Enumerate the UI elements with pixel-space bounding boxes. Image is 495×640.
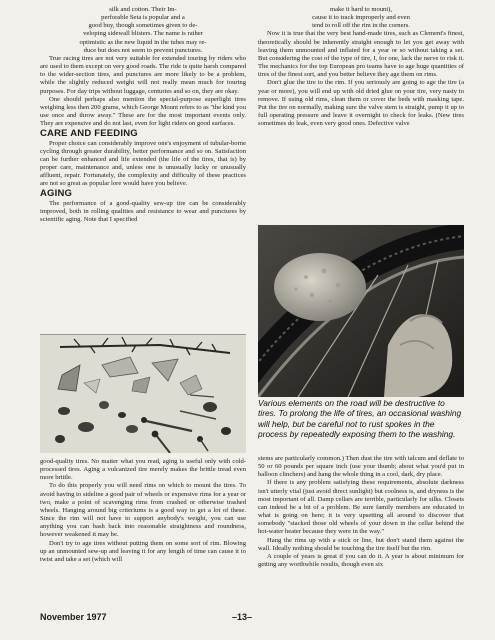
intro-line: make it hard to mount), — [329, 6, 393, 13]
right-column — [258, 6, 464, 128]
intro-line: tend to roll off the rim in the corners. — [312, 22, 410, 30]
intro-line: veloping sidewall blisters. The name is rather — [83, 30, 203, 38]
intro-line: silk and cotton. Their Im- — [109, 6, 177, 13]
paragraph-rims: To do this properly you will need rims on which to mount the tires. To avoid having to sideline a good pair of wheels or expensive rims for a year or two, make a point of scavenging rims from crashed or otherwise trashed wheels. Hanging around big criteriums is a good way to get a lot of these. Since the rim will not have to support anybody's weight, you can use anything you can bash back into reasonable straightness and roundness, however weakened it may be. — [40, 482, 246, 539]
heading-aging: AGING — [40, 188, 73, 200]
paragraph-hang-rims: Hang the rims up with a stick or line, but don't stand them against the wall. Ideally nothing should be touching the tire itself but the rim. — [258, 536, 464, 552]
right-column-bottom — [258, 455, 464, 569]
paragraph-racing-tires: True racing tires are not very suitable for extended touring by riders who are used to them except on very good roads. The ride is quite harsh compared to the wider-section tires, and punctures are more likely to be a problem, while the slightly reduced weight will not really mean much for touring purposes. For day trips without luggage, centuries and so on, they are okay. — [40, 54, 246, 95]
intro-line: good buy, though sometimes given to de- — [88, 22, 198, 30]
paragraph-care: Proper choice can considerably improve one's enjoyment of tubular-borne cycling through greater durability, better performance and so on. Satisfaction can be further enhanced and life extended (the life of the tires, that is) by proper care, maintenance and, unless one is unusually lucky or unusually affluent, repair. Fortunately, the complexity and difficulty of these practices are not so great as popular lore would have you believe. — [40, 139, 246, 188]
issue-date: November 1977 — [40, 612, 107, 622]
paragraph-couple-years: A couple of years is great if you can do it. A year is about minimum for getting any worthwhile results, though even six — [258, 552, 464, 569]
page-number: –13– — [232, 612, 253, 622]
intro-line: perforable Seta is popular and a — [101, 14, 185, 22]
intro-line: optimistic as the new liquid in the tubes may re- — [79, 38, 207, 46]
tire-washing-illustration — [258, 225, 464, 397]
heading-care-and-feeding: CARE AND FEEDING — [40, 128, 138, 140]
left-column — [40, 6, 246, 224]
photo-caption: Various elements on the road will be destructive to tires. To prolong the life of tires, an occasional washing will help, but be careful not to rust spokes in the process by repeatedly exposing them to the washing. — [258, 398, 462, 440]
road-debris-photo — [40, 334, 246, 453]
paragraph-dont-glue: Don't glue the tire to the rim. If you seriously are going to age the tire (a year or more), you will end up with old dried glue on your tire, very nasty to remove. If using old rims, clean them or cover the beds with masking tape. Put the tire on normally, making sure the valve stem is straight, pump it up to full operating pressure and leave it overnight to check for leaks. (New tires sometimes do leak, even very good ones. Defective valve — [258, 79, 464, 128]
paragraph-valve-stems: stems are particularly common.) Then dust the tire with talcum and deflate to 50 or 60 pounds per square inch (use your thumb; about what you'd put in balloon clinchers) and hang the whole thing in a cool, dark, dry place. — [258, 455, 464, 479]
paragraph-requirements: If there is any problem satisfying these requirements, absolute darkness isn't utterly vital (just avoid direct sunlight) but coolness is, and dryness is the most important of all. Damp cellars are terrible, particularly for silks. Closets can indeed be a bit of a problem. Be sure family members are educated to what is going on here; it is very upsetting all around to discover that somebody "stacked those old wheels of your down in the cellar behind the hot-water heater because they were in the way." — [258, 479, 464, 536]
paragraph-superlight: One should perhaps also mention the special-purpose superlight tires weighing less then 200 grams, which George Mount refers to as "the kind you use once and throw away." These are for the most important events only. They are expensive and do not last, even for light riders on good surfaces. — [40, 95, 246, 128]
intro-line: cause it to track improperly and even — [312, 14, 410, 22]
paragraph-dont-age: Don't try to age tires without putting them on some sort of rim. Blowing up an unmounted sew-up and leaving it for any length of time can cause it to twist and take a set (which will — [40, 539, 246, 563]
intro-line: duce but does not seem to prevent punctures. — [83, 46, 203, 54]
paragraph-hand-made: Now it is true that the very best hand-made tires, such as Clement's finest, theoretically should be inherently straight enough to let you get away with leaving them unmounted and inflated for a year or so without taking a set. But considering the cost of the type of tire, I, for one, lack the nerve to risk it. The mechanics for the top European pro teams have to age huge quantities of tires of the finest sort, and you better believe they age them on rims. — [258, 30, 464, 79]
left-column-bottom — [40, 458, 246, 564]
paragraph-good-quality: good-quality tires. No matter what you read, aging is useful only with cold-processed tires. Aging a vulcanized tire merely makes the brittle tread even more brittle. — [40, 458, 246, 482]
tire-washing-photo — [258, 225, 464, 397]
road-debris-illustration — [40, 335, 246, 453]
paragraph-aging: The performance of a good-quality sew-up tire can be considerably improved, both in rolling qualities and resistance to wear and punctures by scientific aging. Note that I specified — [40, 199, 246, 223]
